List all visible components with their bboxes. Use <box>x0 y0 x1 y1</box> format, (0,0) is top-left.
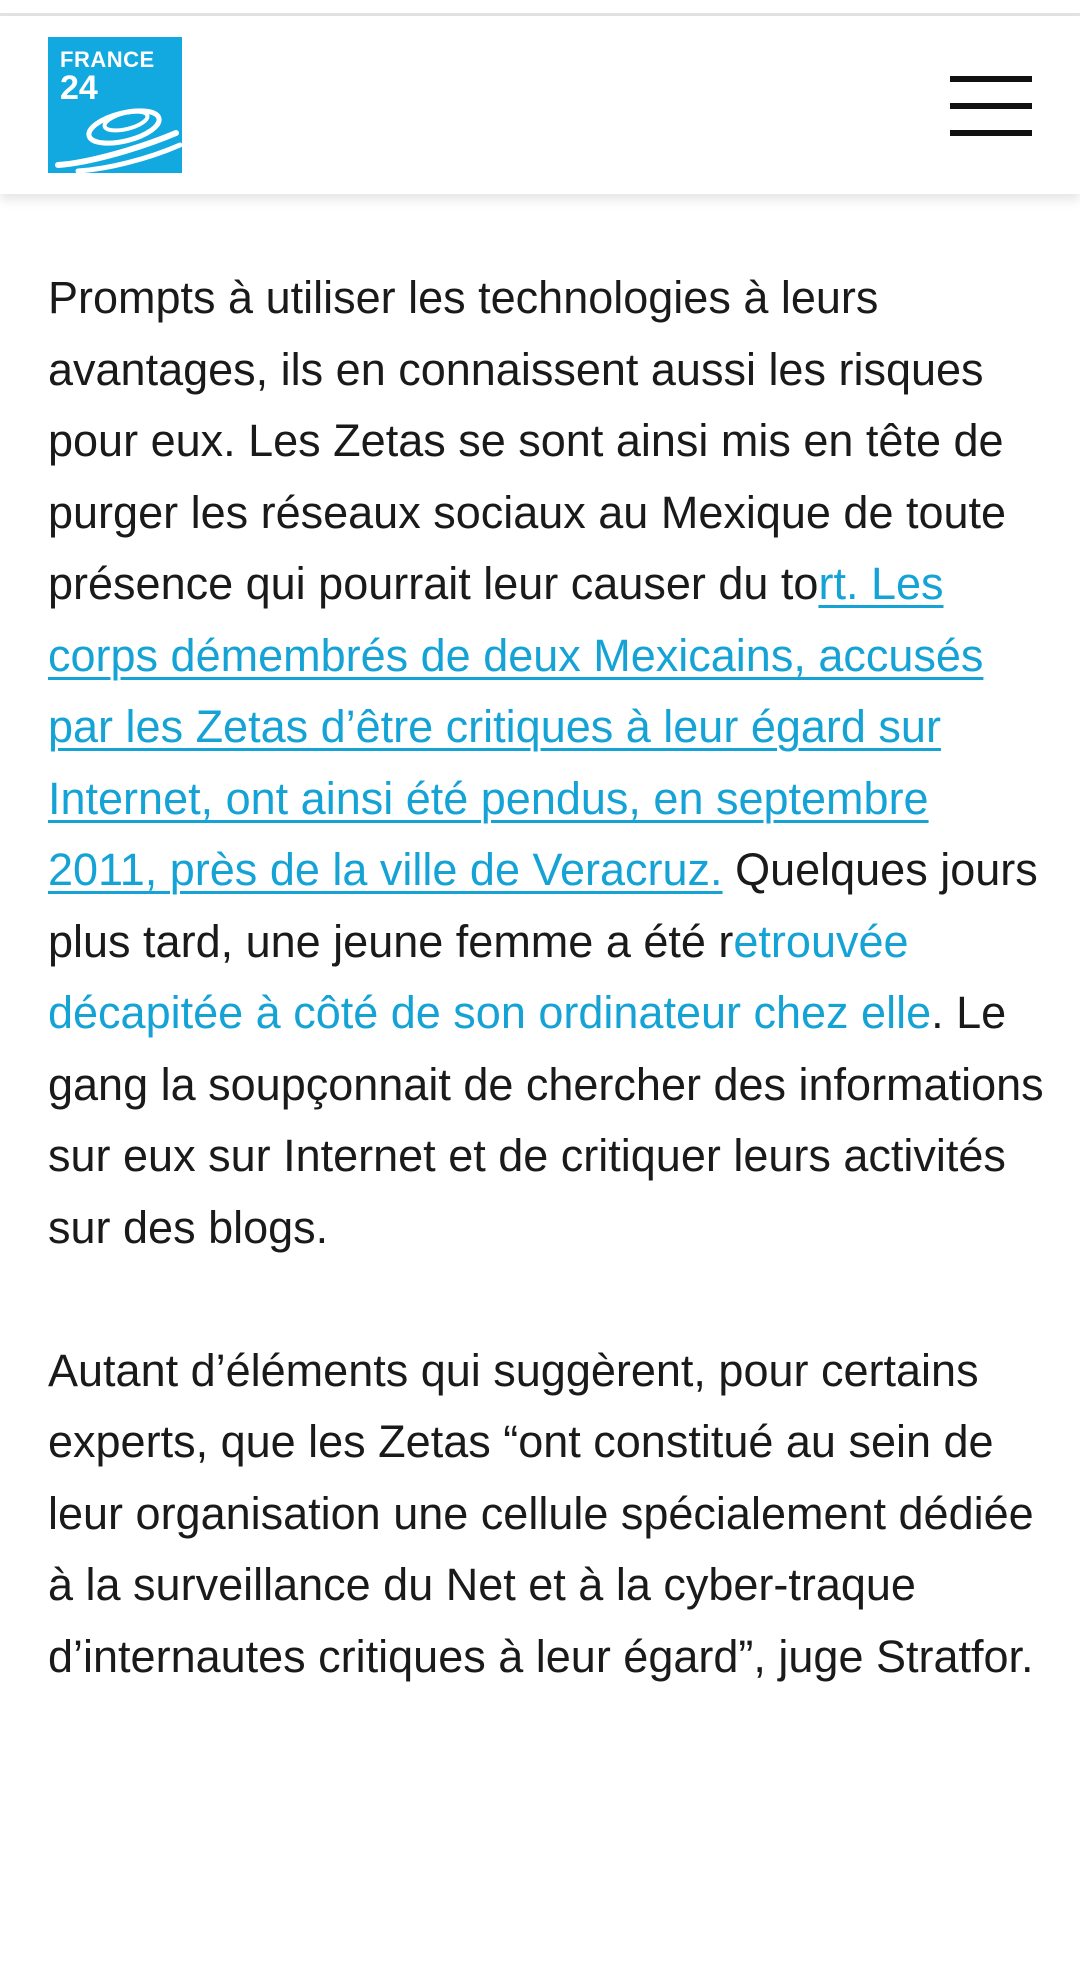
menu-line-middle <box>950 103 1032 109</box>
status-bar-edge <box>0 0 1080 16</box>
menu-line-top <box>950 76 1032 82</box>
article-body <box>48 262 1048 1692</box>
article-paragraph <box>48 1335 1048 1693</box>
france24-logo[interactable] <box>48 37 182 173</box>
paragraph-text: Quelques jours plus tard, une jeune femme a été r <box>48 844 1038 967</box>
logo-text-france: FRANCE <box>60 47 155 72</box>
logo-text-24: 24 <box>60 69 98 107</box>
article-link-retrouvee-decapitee[interactable]: etrouvée décapitée à côté de son ordinateur chez elle <box>48 915 932 1038</box>
article-paragraph <box>48 262 1048 1263</box>
paragraph-text: . Le gang la soupçonnait de chercher des informations sur eux sur Internet et de critiquer leurs activités sur des blogs. <box>48 987 1044 1253</box>
paragraph-text: Prompts à utiliser les technologies à leurs avantages, ils en connaissent aussi les risques pour eux. Les Zetas se sont ainsi mis en tête de purger les réseaux sociaux au Mexique de toute présence qui pourrait leur causer du to <box>48 272 1007 609</box>
site-header <box>0 16 1080 194</box>
article-link-corps-demembres[interactable]: rt. Les corps démembrés de deux Mexicains, accusés par les Zetas d’être critiques à leur égard sur Internet, ont ainsi été pendus, en septembre 2011, près de la ville de Veracruz. <box>48 558 984 895</box>
paragraph-text: Autant d’éléments qui suggèrent, pour certains experts, que les Zetas “ont constitué au sein de leur organisation une cellule spécialement dédiée à la surveillance du Net et à la cyber-traque d’internautes critiques à leur égard”, juge Stratfor. <box>48 1344 1034 1682</box>
menu-line-bottom <box>950 130 1032 136</box>
hamburger-menu-button[interactable] <box>944 74 1032 138</box>
